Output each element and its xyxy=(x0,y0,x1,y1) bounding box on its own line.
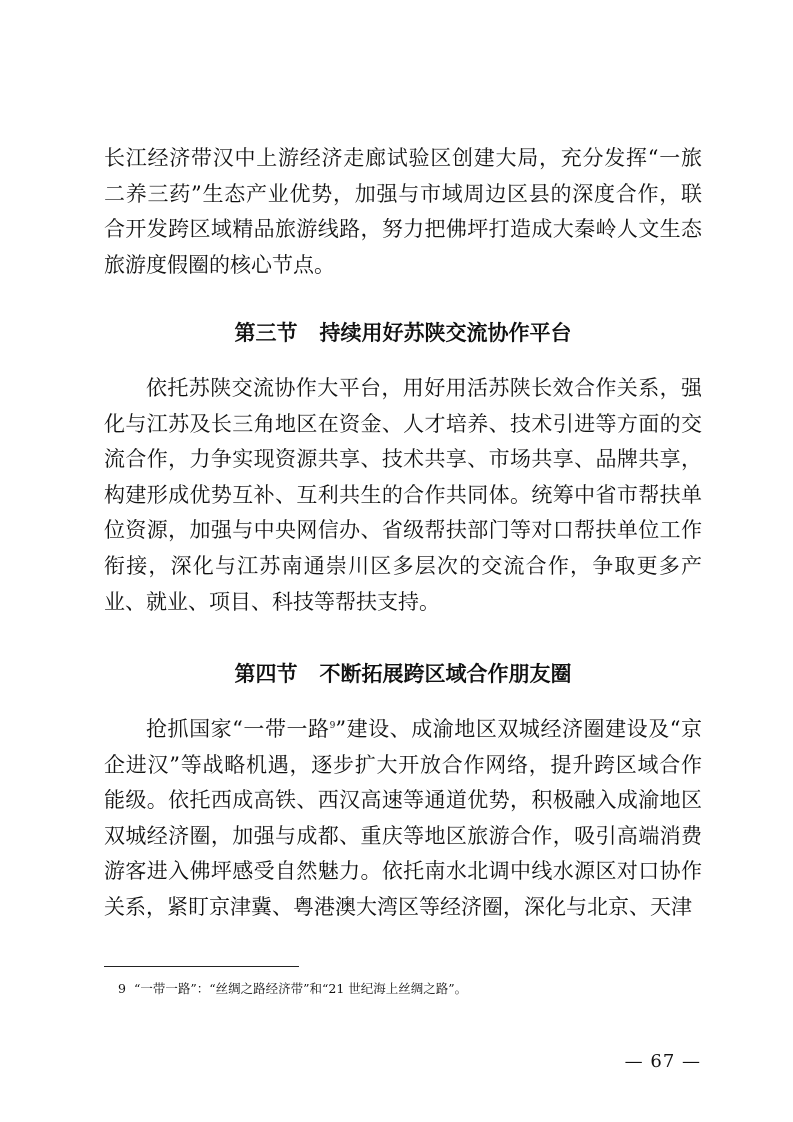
paragraph-text: ”建设、成渝地区双城经济圈建设及“京企进汉”等战略机遇，逐步扩大开放合作网络，提升跨区域合作能级。依托西成高铁、西汉高速等通道优势，积极融入成渝地区双城经济圈，加强与成都、重庆等地区旅游合作，吸引高端消费游客进入佛坪感受自然魅力。依托南水北调中线水源区对口协作关系，紧盯京津冀、粤港澳大湾区等经济圈，深化与北京、天津 xyxy=(104,717,702,919)
footnote-divider xyxy=(104,966,299,967)
section-heading-3 xyxy=(104,318,702,348)
section-title: 持续用好苏陕交流协作平台 xyxy=(319,321,572,345)
paragraph-text: 抢抓国家“一带一路 xyxy=(146,717,330,741)
paragraph-section-4 xyxy=(104,712,702,926)
footnote-number: 9 xyxy=(118,981,126,996)
paragraph-section-3: 依托苏陕交流协作大平台，用好用活苏陕长效合作关系，强化与江苏及长三角地区在资金、人才培养、技术引进等方面的交流合作，力争实现资源共享、技术共享、市场共享、品牌共享，构建形成优势互补、互利共生的合作共同体。统筹中省市帮扶单位资源，加强与中央网信办、省级帮扶部门等对口帮扶单位工作衔接，深化与江苏南通崇川区多层次的交流合作，争取更多产业、就业、项目、科技等帮扶支持。 xyxy=(104,376,702,614)
section-title: 不断拓展跨区域合作朋友圈 xyxy=(319,662,572,686)
footnote xyxy=(118,980,467,998)
section-heading-4 xyxy=(104,659,702,689)
page-number: — 67 — xyxy=(624,1051,701,1072)
paragraph-continued: 长江经济带汉中上游经济走廊试验区创建大局，充分发挥“一旅二养三药”生态产业优势，加强与市域周边区县的深度合作，联合开发跨区域精品旅游线路，努力把佛坪打造成大秦岭人文生态旅游度假圈的核心节点。 xyxy=(104,146,702,277)
section-number: 第三节 xyxy=(234,321,298,345)
footnote-reference[interactable]: 9 xyxy=(329,721,336,731)
footnote-text: “一带一路”：“丝绸之路经济带”和“21 世纪海上丝绸之路”。 xyxy=(133,981,468,996)
section-number: 第四节 xyxy=(234,662,298,686)
